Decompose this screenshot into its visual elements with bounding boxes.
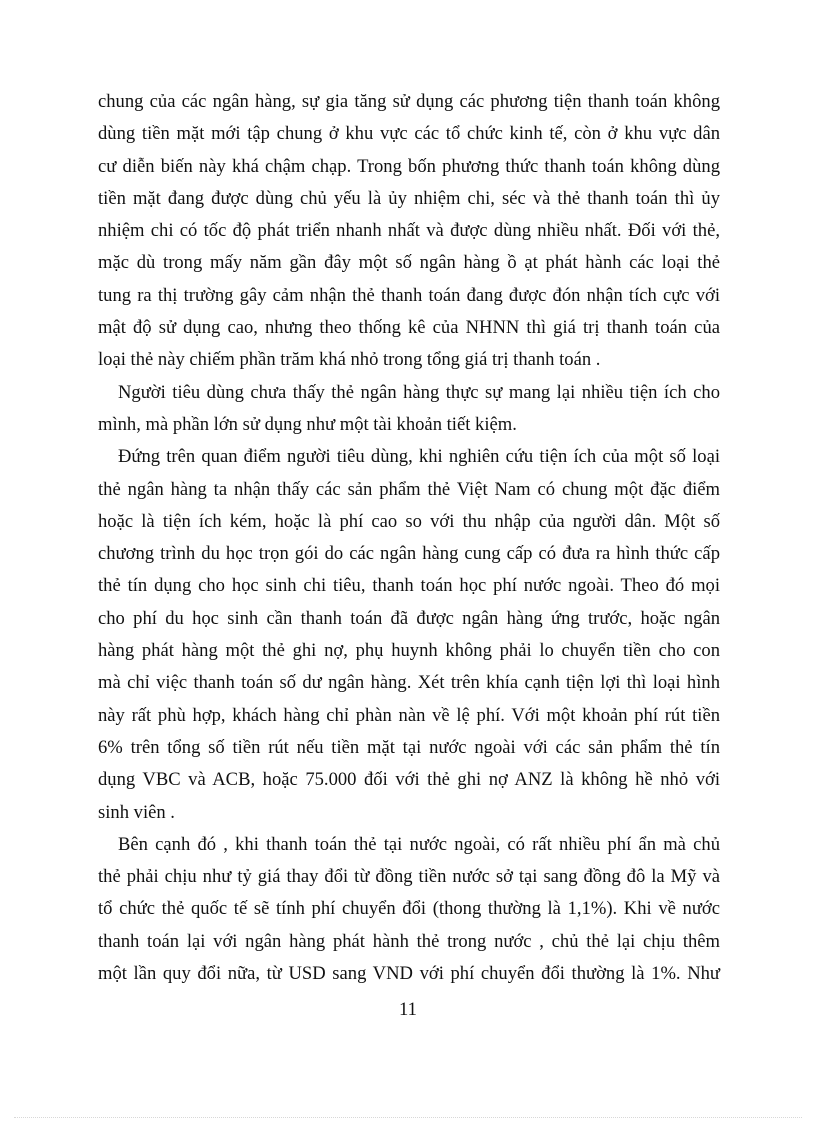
- text-line: Bên cạnh đó , khi thanh toán thẻ tại nước ngoài, có rất nhiều phí ẩn mà chủ: [118, 833, 720, 855]
- text-line: 6% trên tổng số tiền rút nếu tiền mặt tại nước ngoài với các sản phẩm thẻ tín: [98, 736, 720, 758]
- text-line: thanh toán lại với ngân hàng phát hành thẻ trong nước , chủ thẻ lại chịu thêm: [98, 930, 720, 952]
- body-text: [98, 86, 720, 990]
- text-line: dụng VBC và ACB, hoặc 75.000 đối với thẻ ghi nợ ANZ là không hề nhỏ với: [98, 769, 720, 791]
- text-line: mặc dù trong mấy năm gần đây một số ngân hàng ồ ạt phát hành các loại thẻ: [98, 252, 720, 274]
- text-line: chung của các ngân hàng, sự gia tăng sử dụng các phương tiện thanh toán không: [98, 91, 720, 112]
- text-line: cư diễn biến này khá chậm chạp. Trong bốn phương thức thanh toán không dùng: [98, 155, 720, 177]
- text-line: hoặc là tiện ích kém, hoặc là phí cao so với thu nhập của người dân. Một số: [98, 510, 720, 532]
- text-line: Đứng trên quan điểm người tiêu dùng, khi nghiên cứu tiện ích của một số loại: [118, 446, 720, 468]
- text-line: mật độ sử dụng cao, nhưng theo thống kê của NHNN thì giá trị thanh toán của: [98, 317, 720, 339]
- text-line: thẻ ngân hàng ta nhận thấy các sản phẩm thẻ Việt Nam có chung một đặc điểm: [98, 478, 720, 500]
- text-line: một lần quy đổi nữa, từ USD sang VND với phí chuyển đổi thường là 1%. Như: [98, 963, 720, 985]
- text-line: nhiệm chi có tốc độ phát triển nhanh nhất và được dùng nhiều nhất. Đối với thẻ,: [98, 220, 720, 242]
- page-bottom-border: [14, 1117, 802, 1118]
- text-line: loại thẻ này chiếm phần trăm khá nhỏ trong tổng giá trị thanh toán .: [98, 349, 601, 371]
- text-line: thẻ tín dụng cho học sinh chi tiêu, thanh toán học phí nước ngoài. Theo đó mọi: [98, 575, 720, 597]
- text-line: dùng tiền mặt mới tập chung ở khu vực các tổ chức kinh tế, còn ở khu vực dân: [98, 123, 720, 145]
- text-line: sinh viên .: [98, 801, 175, 823]
- text-line: hàng phát hàng một thẻ ghi nợ, phụ huynh không phải lo chuyển tiền cho con: [98, 640, 720, 662]
- text-line: thẻ phải chịu như tỷ giá thay đổi từ đồng tiền nước sở tại sang đồng đô la Mỹ và: [98, 866, 720, 888]
- text-line: tiền mặt đang được dùng chủ yếu là ủy nhiệm chi, séc và thẻ thanh toán thì ủy: [98, 187, 720, 209]
- text-line: này rất phù hợp, khách hàng chỉ phàn nàn về lệ phí. Với một khoản phí rút tiền: [98, 704, 720, 726]
- text-line: mà chỉ việc thanh toán số dư ngân hàng. Xét trên khía cạnh tiện lợi thì loại hình: [98, 672, 720, 694]
- text-line: chương trình du học trọn gói do các ngân hàng cung cấp có đưa ra hình thức cấp: [98, 543, 720, 565]
- text-line: tung ra thị trường gây cảm nhận thẻ thanh toán đang được đón nhận tích cực với: [98, 284, 720, 306]
- text-line: mình, mà phần lớn sử dụng như một tài khoản tiết kiệm.: [98, 413, 517, 435]
- text-line: tổ chức thẻ quốc tế sẽ tính phí chuyển đổi (thong thường là 1,1%). Khi về nước: [98, 898, 720, 920]
- text-line: cho phí du học sinh cần thanh toán đã được ngân hàng ứng trước, hoặc ngân: [98, 607, 720, 629]
- page-number: 11: [399, 999, 417, 1020]
- text-line: Người tiêu dùng chưa thấy thẻ ngân hàng thực sự mang lại nhiều tiện ích cho: [118, 381, 720, 403]
